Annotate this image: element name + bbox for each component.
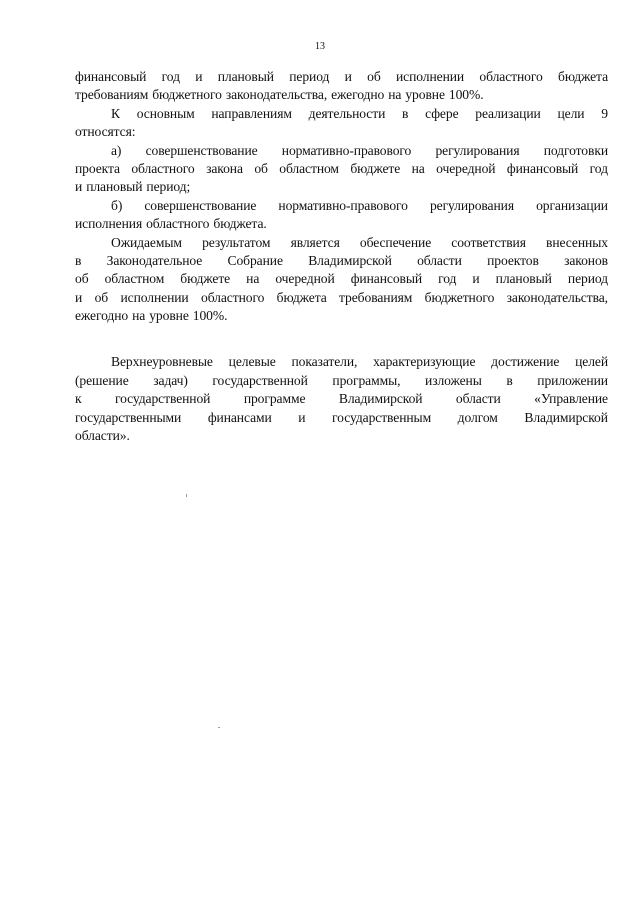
text-line: государственными финансами и государственным долгом Владимирской	[75, 409, 608, 425]
paragraph	[75, 197, 608, 234]
text-line: Ожидаемым результатом является обеспечение соответствия внесенных	[111, 234, 608, 250]
text-line: области».	[75, 428, 130, 444]
text-line: об областном бюджете на очередной финансовый год и плановый период	[75, 271, 608, 287]
paragraph	[75, 68, 608, 105]
text-line: относятся:	[75, 124, 136, 140]
text-line: и плановый период;	[75, 179, 191, 195]
paragraph	[75, 353, 608, 445]
scan-speck	[186, 494, 187, 497]
text-line: К основным направлениям деятельности в сфере реализации цели 9	[111, 105, 608, 121]
text-line: в Законодательное Собрание Владимирской области проектов законов	[75, 252, 608, 268]
text-line: (решение задач) государственной программы, изложены в приложении	[75, 372, 608, 388]
text-line: а) совершенствование нормативно-правового регулирования подготовки	[111, 142, 608, 158]
text-line: требованиям бюджетного законодательства, ежегодно на уровне 100%.	[75, 87, 484, 103]
text-line: Верхнеуровневые целевые показатели, характеризующие достижение целей	[111, 354, 608, 370]
page-number: 13	[315, 41, 325, 52]
text-line: и об исполнении областного бюджета требованиям бюджетного законодательства,	[75, 289, 608, 305]
text-line: проекта областного закона об областном бюджете на очередной финансовый год	[75, 160, 608, 176]
scan-speck	[218, 727, 220, 728]
text-line: ежегодно на уровне 100%.	[75, 308, 228, 324]
paragraph	[75, 234, 608, 326]
paragraph	[75, 105, 608, 142]
paragraph	[75, 142, 608, 197]
text-line: финансовый год и плановый период и об исполнении областного бюджета	[75, 69, 608, 84]
document-body	[75, 68, 608, 445]
paragraph-gap	[75, 325, 608, 353]
text-line: исполнения областного бюджета.	[75, 216, 267, 232]
text-line: к государственной программе Владимирской области «Управление	[75, 391, 608, 407]
text-line: б) совершенствование нормативно-правового регулирования организации	[111, 197, 608, 213]
